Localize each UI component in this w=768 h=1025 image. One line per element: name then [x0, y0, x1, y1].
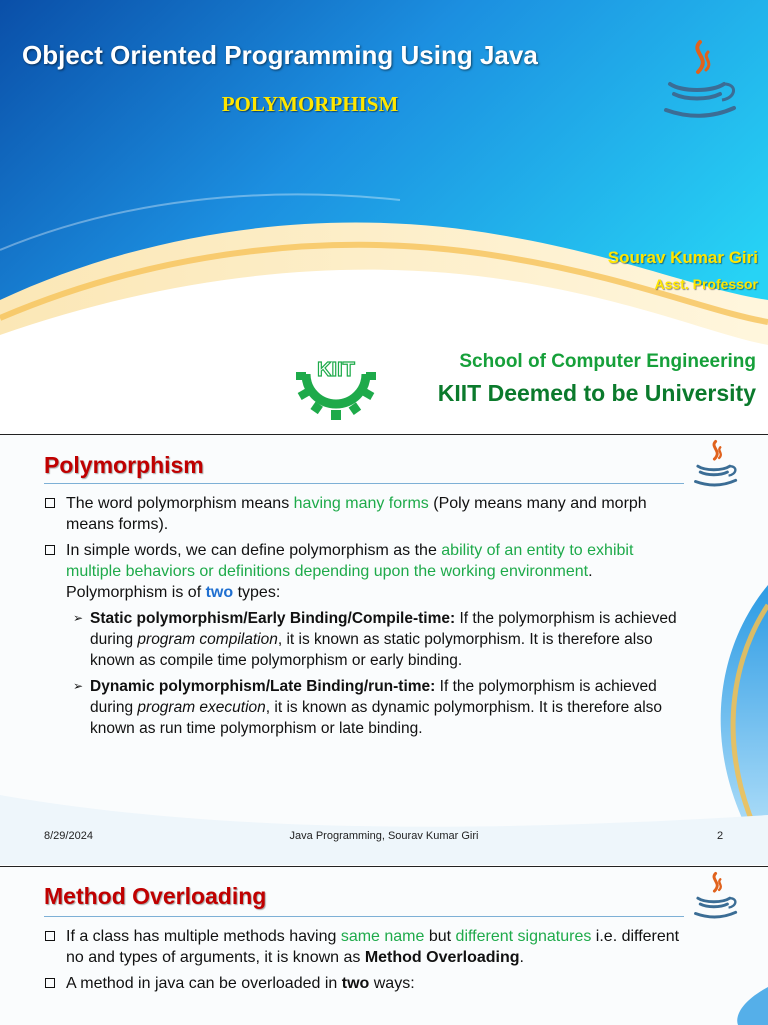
checkbox-bullet-icon — [45, 545, 55, 555]
bullet-list — [44, 926, 680, 999]
sub-list-item: ➢ Dynamic polymorphism/Late Binding/run-time: If the polymorphism is achieved during program execution, it is known as dynamic polymorphism. It is therefore also known as run time polymorphism or late binding. — [73, 678, 663, 737]
sub-list-item: ➢ Static polymorphism/Early Binding/Compile-time: If the polymorphism is achieved during program compilation, it is known as static polymorphism. It is therefore also known as compile time polymorphism or early binding. — [73, 610, 677, 669]
footer-title: Java Programming, Sourav Kumar Giri — [289, 830, 479, 842]
kiit-logo-icon — [290, 352, 382, 422]
svg-text:KIIT: KIIT — [317, 359, 355, 381]
checkbox-bullet-icon — [45, 498, 55, 508]
title-slide — [0, 0, 768, 432]
content-slide-method-overloading — [0, 866, 768, 1025]
list-item: The word polymorphism means having many forms (Poly means many and morph means forms). — [44, 493, 680, 535]
java-coffee-icon — [692, 438, 738, 492]
arrow-bullet-icon: ➢ — [73, 611, 84, 625]
heading-divider — [44, 483, 684, 484]
list-item: In simple words, we can define polymorphism as the ability of an entity to exhibit multiple behaviors or definitions depending upon the working environment. Polymorphism is of two types: — [44, 540, 680, 603]
content-slide-polymorphism — [0, 434, 768, 865]
checkbox-bullet-icon — [45, 931, 55, 941]
list-item: If a class has multiple methods having same name but different signatures i.e. different no and types of arguments, it is known as Method Overloading. — [44, 926, 680, 968]
footer-date: 8/29/2024 — [44, 830, 93, 842]
slide-heading: Polymorphism — [44, 452, 204, 478]
checkbox-bullet-icon — [45, 978, 55, 988]
java-coffee-icon — [660, 38, 738, 126]
list-item: A method in java can be overloaded in two ways: — [44, 973, 680, 994]
author-title: Asst. Professor — [654, 276, 758, 292]
school-name: School of Computer Engineering — [459, 351, 756, 372]
arrow-bullet-icon: ➢ — [73, 679, 84, 693]
presentation-title: Object Oriented Programming Using Java — [22, 40, 538, 70]
slide-heading: Method Overloading — [44, 883, 267, 909]
author-name: Sourav Kumar Giri — [607, 248, 758, 267]
presentation-subtitle: POLYMORPHISM — [221, 92, 399, 116]
heading-divider — [44, 916, 684, 917]
footer-page-number: 2 — [717, 830, 724, 842]
university-name: KIIT Deemed to be University — [437, 380, 756, 406]
bullet-list — [44, 493, 680, 744]
java-coffee-icon — [692, 870, 738, 924]
